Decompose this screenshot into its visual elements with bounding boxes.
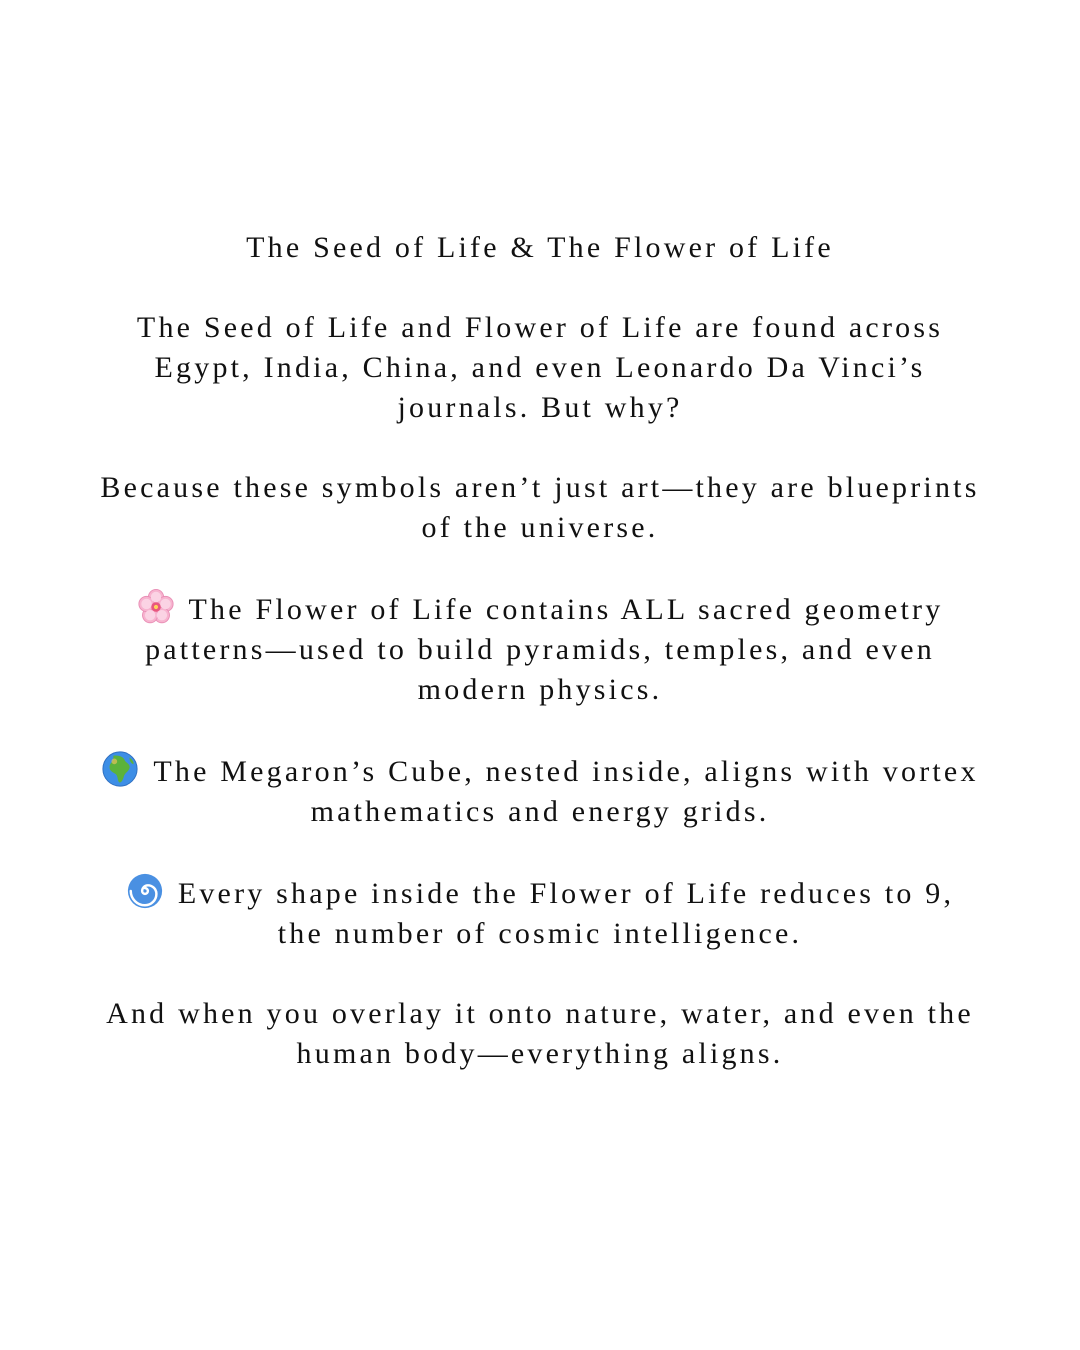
globe-africa-europe-icon xyxy=(101,750,139,788)
line-text: The Megaron’s Cube, nested inside, aligns with vortex xyxy=(153,755,979,788)
text-line: of the universe. xyxy=(421,511,659,544)
text-line: The Seed of Life and Flower of Life are found across xyxy=(136,311,944,344)
text-line: modern physics. xyxy=(417,673,663,706)
line-text: Every shape inside the Flower of Life reduces to 9, xyxy=(177,877,955,910)
cherry-blossom-icon xyxy=(137,588,175,626)
text-line: patterns—used to build pyramids, temples, and even xyxy=(145,633,935,666)
post-body xyxy=(0,228,1080,1074)
text-line: Because these symbols aren’t just art—they are blueprints xyxy=(100,471,980,504)
text-line xyxy=(40,588,1040,630)
cyclone-icon xyxy=(126,872,164,910)
text-line: And when you overlay it onto nature, water, and even the xyxy=(106,997,974,1030)
text-line: journals. But why? xyxy=(397,391,683,424)
paragraph-megaron xyxy=(0,750,1080,832)
paragraph-blueprints xyxy=(0,468,1080,548)
paragraph-flower xyxy=(0,588,1080,710)
post-title xyxy=(0,228,1080,268)
paragraph-alignment xyxy=(0,994,1080,1074)
text-line xyxy=(40,750,1040,792)
paragraph-origins xyxy=(0,308,1080,428)
title-line: The Seed of Life & The Flower of Life xyxy=(246,231,834,264)
text-line: mathematics and energy grids. xyxy=(310,795,770,828)
text-line: Egypt, India, China, and even Leonardo Da Vinci’s xyxy=(154,351,926,384)
paragraph-nine xyxy=(0,872,1080,954)
text-line: human body—everything aligns. xyxy=(296,1037,784,1070)
text-line xyxy=(40,872,1040,914)
text-line: the number of cosmic intelligence. xyxy=(277,917,803,950)
line-text: The Flower of Life contains ALL sacred geometry xyxy=(188,593,944,626)
